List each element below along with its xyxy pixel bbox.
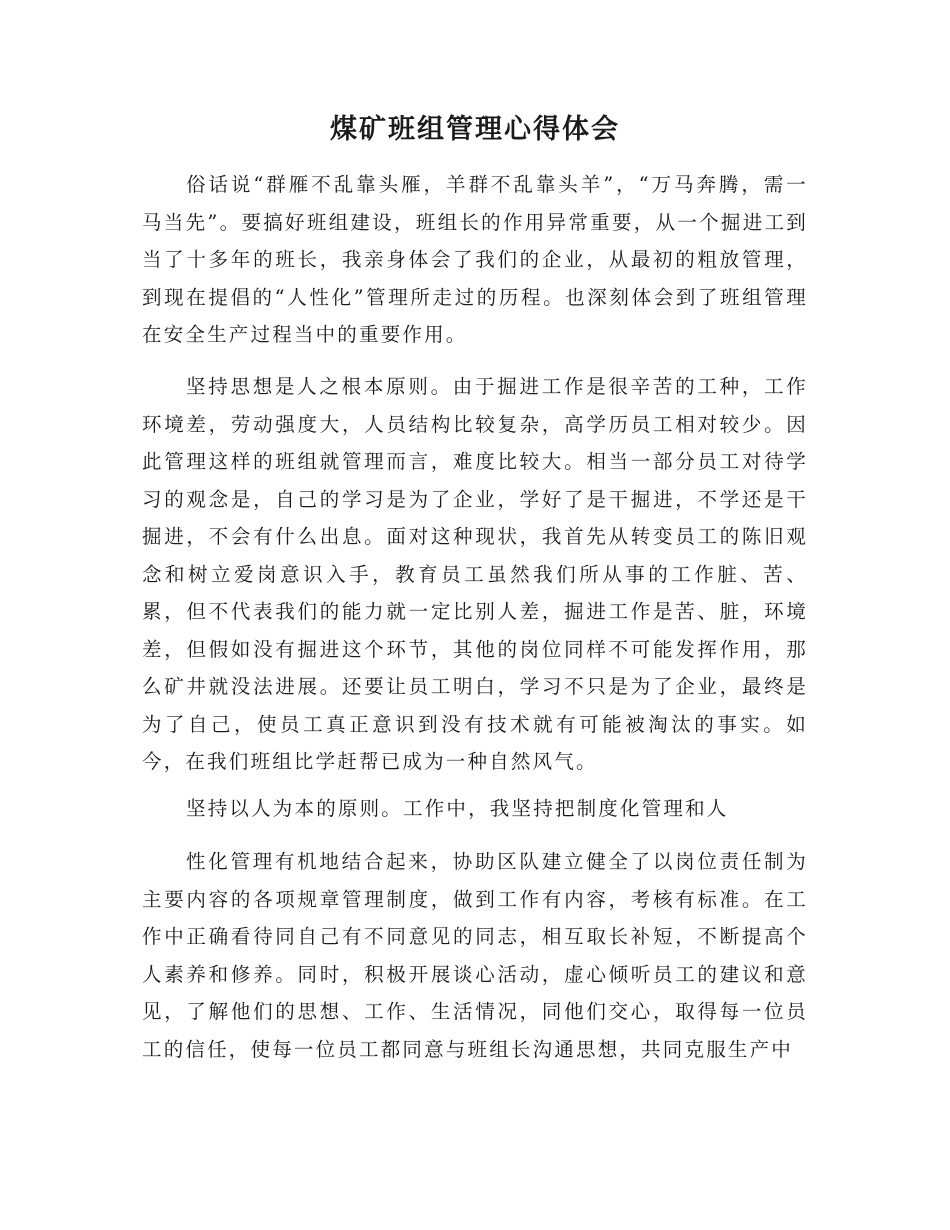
document-title: 煤矿班组管理心得体会 <box>330 114 620 145</box>
paragraph-ideology-principle: 坚持思想是人之根本原则。由于掘进工作是很辛苦的工种，工作环境差，劳动强度大，人员结构比较复杂，高学历员工相对较少。因此管理这样的班组就管理而言，难度比较大。相当一部分员工对待学习的观念是，自己的学习是为了企业，学好了是干掘进，不学还是干掘进，不会有什么出息。面对这种现状，我首先从转变员工的陈旧观念和树立爱岗意识入手，教育员工虽然我们所从事的工作脏、苦、累，但不代表我们的能力就一定比别人差，掘进工作是苦、脏，环境差，但假如没有掘进这个环节，其他的岗位同样不可能发挥作用，那么矿井就没法进展。还要让员工明白，学习不只是为了企业，最终是为了自己，使员工真正意识到没有技术就有可能被淘汰的事实。如今，在我们班组比学赶帮已成为一种自然风气。 <box>142 375 808 773</box>
paragraph-humanized-management: 性化管理有机地结合起来，协助区队建立健全了以岗位责任制为主要内容的各项规章管理制度，做到工作有内容，考核有标准。在工作中正确看待同自己有不同意见的同志，相互取长补短，不断提高个人素养和修养。同时，积极开展谈心活动，虚心倾听员工的建议和意见，了解他们的思想、工作、生活情况，同他们交心，取得每一位员工的信任，使每一位员工都同意与班组长沟通思想，共同克服生产中 <box>142 850 808 1061</box>
paragraph-people-oriented-principle: 坚持以人为本的原则。工作中，我坚持把制度化管理和人 <box>186 797 729 820</box>
paragraph-intro: 俗话说“群雁不乱靠头雁，羊群不乱靠头羊”，“万马奔腾，需一马当先”。要搞好班组建设，班组长的作用异常重要，从一个掘进工到当了十多年的班长，我亲身体会了我们的企业，从最初的粗放管理，到现在提倡的“人性化”管理所走过的历程。也深刻体会到了班组管理在安全生产过程当中的重要作用。 <box>142 173 808 346</box>
